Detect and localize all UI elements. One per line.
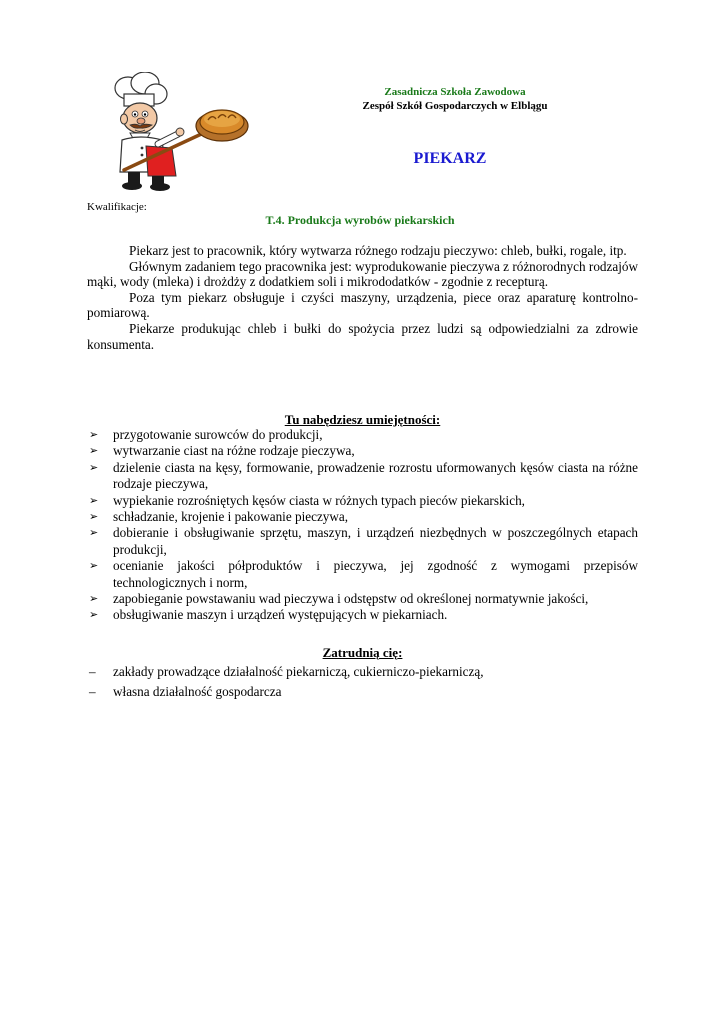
profession-description xyxy=(87,243,638,352)
list-item xyxy=(87,525,638,558)
skill-text: przygotowanie surowców do produkcji, xyxy=(113,427,323,442)
arrow-bullet-icon: ➢ xyxy=(89,608,99,622)
arrow-bullet-icon: ➢ xyxy=(89,526,99,540)
list-item xyxy=(87,558,638,591)
skill-text: dobieranie i obsługiwanie sprzętu, maszyn, i urządzeń niezbędnych w poszczególnych etapach produkcji, xyxy=(113,525,638,557)
skills-list xyxy=(87,427,638,624)
school-name: Zasadnicza Szkoła Zawodowa xyxy=(384,86,526,98)
list-item xyxy=(87,682,638,702)
description-paragraph: Piekarze produkując chleb i bułki do spożycia przez ludzi są odpowiedzialni za zdrowie konsumenta. xyxy=(87,320,638,352)
employment-text: zakłady prowadzące działalność piekarniczą, cukierniczo-piekarniczą, xyxy=(113,664,484,679)
employment-heading: Zatrudnią cię: xyxy=(322,645,403,660)
arrow-bullet-icon: ➢ xyxy=(89,510,99,524)
arrow-bullet-icon: ➢ xyxy=(89,444,99,458)
dash-bullet-icon: – xyxy=(89,684,96,699)
dash-bullet-icon: – xyxy=(89,664,96,679)
list-item xyxy=(87,509,638,525)
list-item xyxy=(87,460,638,493)
page-title: PIEKARZ xyxy=(413,150,487,167)
skill-text: ocenianie jakości półproduktów i pieczywa, jej zgodność z wymogami przepisów technologicznych i norm, xyxy=(113,558,638,590)
qualification-label: Kwalifikacje: xyxy=(87,201,147,213)
list-item xyxy=(87,662,638,682)
arrow-bullet-icon: ➢ xyxy=(89,493,99,507)
qualification-name: T.4. Produkcja wyrobów piekarskich xyxy=(265,213,455,227)
list-item xyxy=(87,493,638,509)
description-paragraph: Poza tym piekarz obsługuje i czyści maszyny, urządzenia, piece oraz aparaturę kontrolno- pomiarową. xyxy=(87,289,638,321)
description-paragraph: Głównym zadaniem tego pracownika jest: wyprodukowanie pieczywa z różnorodnych rodzajów mąki, wody (mleka) i drożdży z dodatkiem soli i mikrododatków - zgodnie z recepturą. xyxy=(87,258,638,290)
arrow-bullet-icon: ➢ xyxy=(89,592,99,606)
skill-text: zapobieganie powstawaniu wad pieczywa i odstępstw od określonej normatywnie jakości, xyxy=(113,591,589,607)
list-item xyxy=(87,443,638,459)
description-paragraph: Piekarz jest to pracownik, który wytwarza różnego rodzaju pieczywo: chleb, bułki, rogale, itp. xyxy=(129,243,627,258)
skill-text: obsługiwanie maszyn i urządzeń występujących w piekarniach. xyxy=(113,607,448,623)
list-item xyxy=(87,607,638,623)
skill-text: dzielenie ciasta na kęsy, formowanie, prowadzenie rozrostu uformowanych kęsów ciasta na różne rodzaje pieczywa, xyxy=(113,459,638,492)
school-complex-name: Zespół Szkół Gospodarczych w Elblągu xyxy=(362,100,548,112)
skills-heading: Tu nabędziesz umiejętności: xyxy=(284,412,441,427)
arrow-bullet-icon: ➢ xyxy=(89,559,99,573)
arrow-bullet-icon: ➢ xyxy=(89,460,99,474)
list-item xyxy=(87,427,638,443)
baker-illustration xyxy=(100,72,250,194)
skill-text: schładzanie, krojenie i pakowanie pieczywa, xyxy=(113,509,349,525)
employment-list xyxy=(87,662,638,702)
list-item xyxy=(87,591,638,607)
skill-text: wypiekanie rozrośniętych kęsów ciasta w różnych typach pieców piekarskich, xyxy=(113,492,525,508)
employment-text: własna działalność gospodarcza xyxy=(113,684,282,699)
arrow-bullet-icon: ➢ xyxy=(89,428,99,441)
skill-text: wytwarzanie ciast na różne rodzaje pieczywa, xyxy=(113,443,355,459)
